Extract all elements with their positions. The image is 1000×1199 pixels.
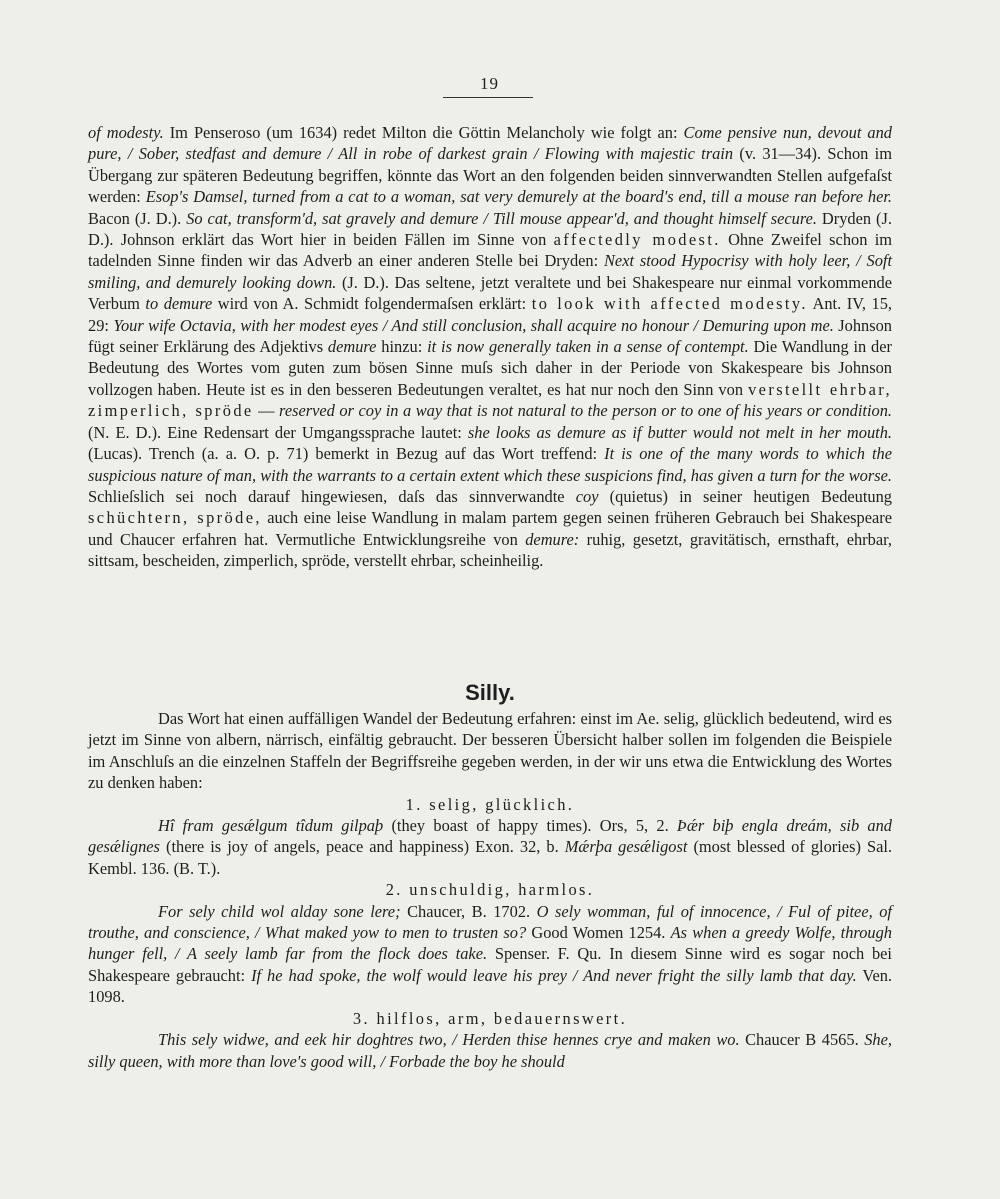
page-number: 19 (480, 74, 499, 93)
quote: demure: (525, 529, 580, 549)
text: (they boast of happy times). Ors, 5, 2. (383, 816, 677, 836)
text: auch eine leise Wandlung in malam partem gegen seinen früheren Gebrauch bei Shakespeare und Chaucer erfahren hat. Vermutliche Entwicklungsreihe von (88, 508, 892, 549)
quote: So cat, transform'd, sat gravely and demure / Till mouse appear'd, and thought himself secure. (186, 208, 817, 228)
quote: demure (327, 337, 377, 357)
text: Ohne Zweifel schon im tadelnden Sinne finden wir das Adverb an einer anderen Stelle bei Dryden: (88, 230, 893, 271)
text: (Lucas). Trench (a. a. O. p. 71) bemerkt in Bezug auf das Wort treffend: (88, 444, 605, 464)
quote: of modesty. (88, 123, 164, 142)
spaced-term: verstellt ehrbar, zimperlich, spröde (88, 379, 892, 421)
quote: Hî fram gesǽlgum tîdum gilpaþ (158, 816, 384, 836)
silly-intro: Das Wort hat einen auffälligen Wandel der Bedeutung erfahren: einst im Ae. selig, glücklich bedeutend, wird es jetzt im Sinne von albern, närrisch, einfältig gebraucht. Der besseren Übersicht halber sollen im folgenden die Beispiele im Anschluſs an die einzelnen Staffeln der Begriffsreihe gegeben werden, in der wir uns etwa die Entwicklung des Wortes zu denken haben: (88, 709, 892, 793)
subheading-1: 1. selig, glücklich. (405, 794, 575, 814)
text: (there is joy of angels, peace and happiness) Exon. 32, b. (159, 837, 565, 857)
text: wird von A. Schmidt folgendermaſsen erklärt: (212, 294, 532, 314)
text: Johnson fügt seiner Erklärung des Adjektivs (88, 315, 892, 357)
text: Ant. IV, 15, 29: (88, 294, 892, 335)
page-number-rule (443, 97, 533, 98)
text: hinzu: (376, 337, 428, 357)
examples-1 (88, 815, 892, 879)
quote: she looks as demure as if butter would not melt in her mouth. (467, 422, 892, 442)
text: — (253, 401, 280, 421)
text: (most blessed of glories) Sal. Kembl. 136. (B. T.). (88, 837, 892, 878)
quote: Esop's Damsel, turned from a cat to a woman, sat very demurely at the board's end, till a mouse ran before her. (145, 187, 893, 207)
quote: This sely widwe, and eek hir doghtres two, / Herden thise hennes crye and maken wo. (158, 1030, 740, 1050)
text: Chaucer, B. 1702. (400, 901, 537, 921)
quote: Mǽrþa gesǽligost (564, 837, 688, 857)
paragraph-demure (88, 122, 892, 572)
quote: As when a greedy Wolfe, through hunger fell, / A seely lamb far from the flock does take. (88, 923, 892, 964)
quote: Come pensive nun, devout and pure, / Sober, stedfast and demure / All in robe of darkest grain / Flowing with majestic train (88, 123, 892, 164)
text: Schlieſslich sei noch darauf hingewiesen, daſs das sinnverwandte (88, 486, 576, 506)
quote: Þǽr biþ engla dreám, sib and gesǽlignes (88, 816, 892, 857)
quote: Next stood Hypocrisy with holy leer, / Soft smiling, and demurely looking down. (88, 251, 892, 292)
text: Chaucer B 4565. (739, 1030, 865, 1050)
text: (v. 31—34). Schon im Übergang zur späteren Bedeutung begriffen, könnte das Wort an den folgenden beiden sinnverwandten Stellen aufgefaſst werden: (88, 144, 892, 207)
text: Ven. 1098. (88, 965, 893, 1007)
text: Bacon (J. D.). (88, 208, 187, 228)
quote: She, silly queen, with more than love's good will, / Forbade the boy he should (88, 1030, 892, 1071)
spaced-term: to look with affected modesty. (531, 294, 808, 314)
text: ruhig, gesetzt, gravitätisch, ernsthaft, ehrbar, sittsam, bescheiden, zimperlich, spröde, verstellt ehrbar, scheinheilig. (88, 529, 892, 571)
quote: it is now generally taken in a sense of contempt. (427, 337, 749, 357)
quote: For sely child wol alday sone lere; (158, 901, 401, 921)
quote: If he had spoke, the wolf would leave his prey / And never fright the silly lamb that day. (251, 965, 857, 985)
text: Im Penseroso (um 1634) redet Milton die Göttin Melancholy wie folgt an: (163, 123, 684, 142)
quote: It is one of the many words to which the suspicious nature of man, with the warrants to a certain extent which these suspicions find, has given a turn for the worse. (88, 444, 892, 485)
quote: reserved or coy in a way that is not natural to the person or to one of his years or condition. (279, 401, 892, 421)
quote: to demure (145, 294, 213, 314)
examples-3 (88, 1029, 892, 1072)
subheading-3: 3. hilflos, arm, bedauernswert. (352, 1008, 628, 1028)
quote: Your wife Octavia, with her modest eyes / And still conclusion, shall acquire no honour / Demuring upon me. (113, 315, 834, 335)
text: (N. E. D.). Eine Redensart der Umgangssprache lautet: (88, 422, 468, 442)
quote: coy (575, 486, 599, 506)
subheading-2: 2. unschuldig, harmlos. (385, 880, 595, 900)
text: Dryden (J. D.). Johnson erklärt das Wort hier in beiden Fällen im Sinne von (88, 208, 892, 250)
examples-2 (88, 901, 892, 1008)
quote: O sely womman, ful of innocence, / Ful of pitee, of trouthe, and conscience, / What maked yow to men to trusten so? (88, 901, 892, 943)
spaced-term: affectedly modest. (553, 230, 721, 250)
spaced-term: schüchtern, spröde, (88, 508, 262, 528)
section-silly (88, 708, 892, 1072)
text: (quietus) in seiner heutigen Bedeutung (598, 486, 892, 506)
section-heading-silly: Silly. (465, 680, 515, 705)
text: Spenser. F. Qu. In diesem Sinne wird es sogar noch bei Shakespeare gebraucht: (88, 944, 892, 985)
text: (J. D.). Das seltene, jetzt veraltete und bei Shakespeare nur einmal vorkommende Verbum (88, 272, 892, 314)
text: Good Women 1254. (526, 923, 671, 943)
text: Die Wandlung in der Bedeutung des Wortes vom guten zum bösen Sinne muſs sich daher in der Periode von Skakespeare bis Johnson vollzogen haben. Heute ist es in den besseren Bedeutungen veraltet, es hat nur noch den Sinn von (88, 337, 892, 399)
